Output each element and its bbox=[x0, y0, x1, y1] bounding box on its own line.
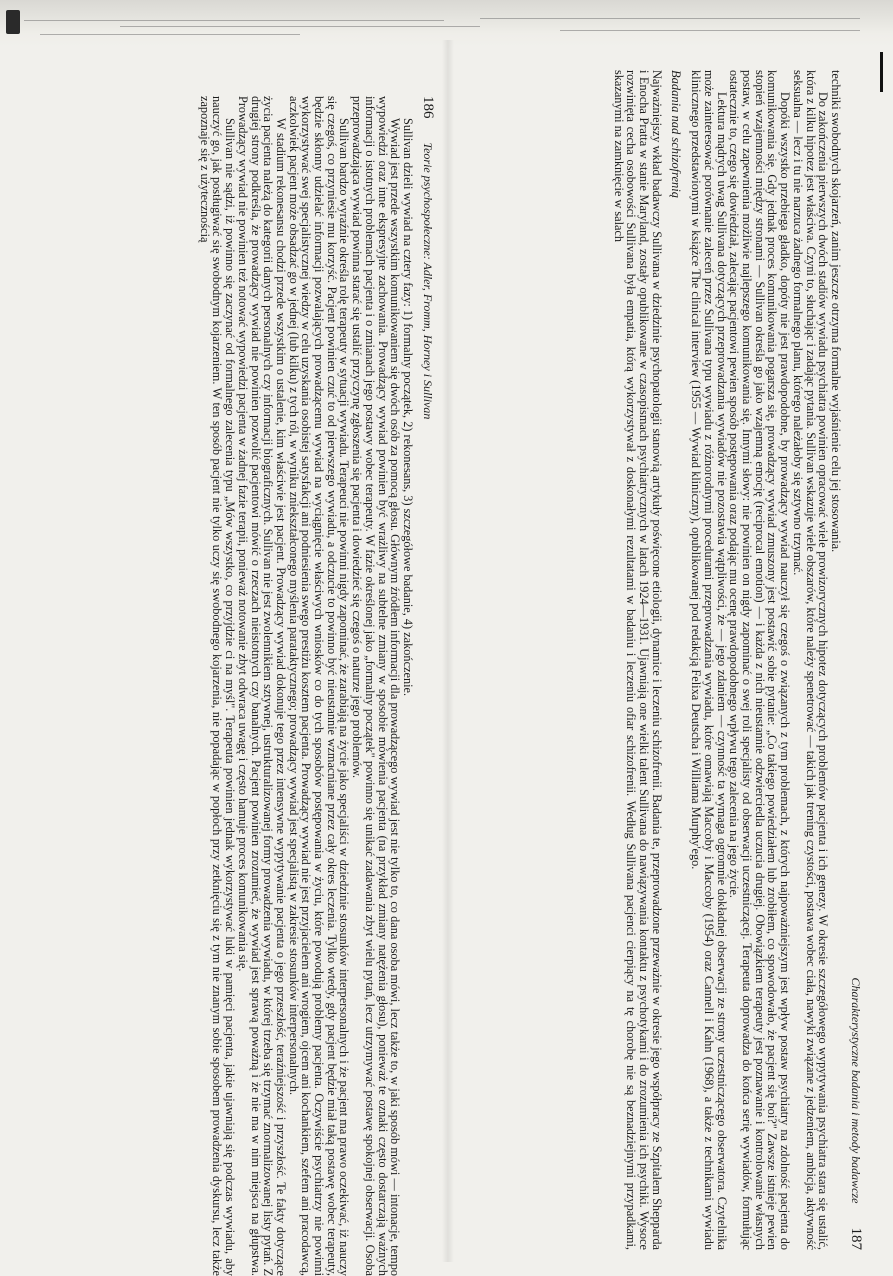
right-page-header bbox=[842, 70, 864, 1250]
paragraph: Sullivan nie sądzi, iż powinno się zaczynać od formalnego zalecenia typu „Mów wszystko, co przyjdzie ci na myśl". Terapeuta powinien jednak wykorzystywać luki w pamięci pacjenta, jakie ujawniają się podczas wywiadu, aby nauczyć go, jak postługiwać się swobodnym kojarzeniem. W ten sposób pacjent nie tylko uczy się swobodnego kojarzenia, nie popadając w popłoch przy zetknięciu się z tym nie znanym sobie sposobem prowadzenia dyskursu, lecz także zapoznaje się z użytecznością bbox=[198, 96, 236, 1276]
right-page-number: 187 bbox=[847, 1228, 864, 1251]
right-running-head: Charakterystyczne badania i metody badawcze bbox=[848, 70, 863, 1204]
paragraph: Sullivan bardzo wyraźnie określa rolę terapeuty w sytuacji wywiadu. Terapeuci nie powinni nigdy zapominać, że zarabiają na życie jako specjaliści w dziedzinie stosunków interpersonalnych i że pacjent ma prawo oczekiwać, iż nauczy się czegoś, co przyniesie mu korzyść. Pacjent powinien czuć to od pierwszego wywiadu, a odczucie to powinno być nieustannie wzmacniane przez cały okres leczenia. Tylko wtedy, gdy pacjent będzie miał taką postawę wobec terapeuty, będzie skłonny udzielać informacji pozwalających prowadzącemu wywiad na wyciągnięcie właściwych wniosków co do tych sposobów postępowania w życiu, które powodują problemy pacjenta. Oczywiście psychiatrzy nie powinni wykorzystywać swej specjalistycznej wiedzy w celu uzyskania osobistej satysfakcji ani podniesienia swego prestiżu kosztem pacjenta. Prowadzący wywiad nie jest przyjacielem ani wrogiem, ojcem ani kochankiem, szefem ani pracodawcą, aczkolwiek pacjent może obsadzać go w jednej (lub kilku) z tych ról, w wyniku zniekształconego myślenia parataktycznego; prowadzący wywiad jest specjalistą w zakresie stosunków interpersonalnych. bbox=[287, 96, 351, 1276]
paragraph: Dopóki wszystko przebiega gładko, dopóty nie jest prawdopodobne, by prowadzący wywiad nauczył się czegoś o związanych z tym problemach, z których najpoważniejszym jest wpływ postaw psychiatry na zdolność pacjenta do komunikowania się. Gdy jednak proces komunikowania pogarsza się, prowadzący wywiad zmuszony jest postawić sobie pytanie: „Co takiego powiedziałem lub zrobiłem, co spowodowało, że pacjent się boi?" Zawsze istnieje pewien stopień wzajemności między stronami — Sullivan określa go jako wzajemną emocję (reciprocal emotion) — i każda z nich nieustannie odzwierciedla uczucia drugiej. Obowiązkiem terapeuty jest poznawanie i kontrolowanie własnych postaw, w celu zapewnienia możliwie najlepszego komunikowania się. Innymi słowy: nie powinien on nigdy zapominać o swej roli specjalisty od obserwacji uczestniczącej. Terapeuta doprowadza do końca serię wywiadów, formułując ostatecznie to, czego się dowiedział, zalecając pacjentowi pewien sposób postępowania oraz podając mu ocenę prawdopodobnego wpływu tego zalecenia na jego życie. bbox=[728, 70, 792, 1250]
right-page bbox=[444, 70, 864, 1250]
paragraph: Sullivan dzieli wywiad na cztery fazy: 1) formalny początek, 2) rekonesans, 3) szczegółowe badanie, 4) zakończenie. bbox=[401, 96, 414, 1276]
paragraph: W stadium rekonesansu chodzi przede wszystkim o ustalenie, kim właściwie jest pacjent. Prowadzący wywiad dokonuje tego przez intensywne wypytywanie pacjenta o jego przeszłość, teraźniejszość i przyszłość. Te fakty dotyczące życia pacjenta należą do kategorii danych personalnych czy informacji biograficznych. Sullivan nie jest zwolennikiem sztywnej, ustrukturalizowanej formy prowadzenia wywiadu, w której trzeba się trzymać znormalizowanej listy pytań. Z drugiej strony podkreśla, że prowadzący wywiad nie powinien pozwolić pacjentowi mówić o rzeczach nieistotnych czy banalnych. Pacjent powinien zrozumieć, że wywiad jest sprawą poważną i że nie ma w nim miejsca na głupstwa. Prowadzący wywiad nie powinien też notować wypowiedzi pacjenta w żadnej fazie terapii, ponieważ notowanie zbyt odwraca uwagę i często hamuje proces komunikowania się. bbox=[236, 96, 287, 1276]
paragraph: Najważniejszy wkład badawczy Sullivana w dziedzinie psychopatologii stanowią artykuły poświęcone etiologii, dynamice i leczeniu schizofrenii. Badania te, przeprowadzone przeważnie w okresie jego współpracy ze Szpitalem Shepparda i Enocha Pratta w stanie Maryland, zostały opublikowane w czasopismach psychiatrycznych w latach 1924—1931. Ujawniają one wielki talent Sullivana do nawiązywania kontaktu z psychotykami i do zrozumienia ich psychiki. Wysoce rozwinięta cecha osobowości Sullivana była empatia, którą wykorzystywał z doskonałymi rezultatami w badaniu i leczeniu ofiar schizofrenii. Według Sullivana pacjenci cierpiący na tę chorobę nie są beznadziejnymi przypadkami, skazanymi na zamknięcie w salach bbox=[612, 70, 663, 1250]
section-title: Badania nad schizofrenią bbox=[669, 70, 682, 1250]
paragraph: Wywiad jest przede wszystkim komunikowaniem się dwóch osób za pomocą głosu. Głównym źródłem informacji dla prowadzącego wywiad jest nie tylko to, co dana osoba mówi, lecz także to, w jaki sposób mówi — intonacje, tempo wypowiedzi oraz inne ekspresyjne zachowania. Prowadzący wywiad powinien być wrażliwy na subtelne zmiany w sposobie mówienia pacjenta (na przykład zmiany natężenia głosu), ponieważ te oznaki często dostarczają ważnych informacji o istotnych problemach pacjenta i o zmianach jego postawy wobec terapeuty. W fazie określonej jako „formalny początek" powinno się unikać zadawania zbyt wielu pytań, lecz utrzymywać postawę spokojnej obserwacji. Osoba przeprowadzająca wywiad powinna starać się ustalić przyczynę zgłoszenia się pacjenta i dowiedzieć się czegoś o naturze jego problemów. bbox=[350, 96, 401, 1276]
left-page-header bbox=[414, 96, 436, 1276]
left-page-body bbox=[198, 96, 414, 1276]
paragraph: techniki swobodnych skojarzeń, zanim jeszcze otrzyma formalne wyjaśnienie celu jej stosowania. bbox=[829, 70, 842, 1250]
left-running-head: Teorie psychospołeczne: Adler, Fromm, Horney i Sullivan bbox=[420, 143, 435, 1276]
left-page-number: 186 bbox=[419, 96, 436, 119]
paragraph: Lektura mądrych uwag Sullivana dotyczących przeprowadzania wywiadów nie pozostawia wątpliwości, że — jego zdaniem — czynność ta wymaga ogromnie dokładnej obserwacji ze strony uczestniczącego obserwatora. Czytelnika może zainteresować porównanie zaleceń przez Sullivana typu wywiadu z różnorodnymi procedurami przeprowadzania wywiadu, które omawiają Maccoby i Maccoby (1954) oraz Cannell i Kahn (1968), a także z technikami wywiadu klinicznego przedstawionymi w książce The clinical interview (1955 — Wywiad kliniczny), opublikowanej pod redakcją Felixa Deutscha i Williama Murphy'ego. bbox=[690, 70, 728, 1250]
scan-mark bbox=[880, 52, 883, 92]
left-page bbox=[16, 96, 436, 1276]
scan-artifact bbox=[6, 10, 20, 34]
right-page-body bbox=[612, 70, 842, 1250]
paragraph: Do zakończenia pierwszych dwóch stadiów wywiadu psychiatra powinien opracować wiele prowizorycznych hipotez dotyczących problemów pacjenta i ich genezy. W okresie szczegółowego wypytywania psychiatra stara się ustalić, która z kilku hipotez jest właściwa. Czyni to, słuchając i zadając pytania. Sullivan wskazuje wiele obszarów, które należy spenetrować — takich jak trening czystości, postawa wobec ciała, nawyki związane z jedzeniem, ambicja, aktywność seksualna — lecz i tu nie narzuca żadnego formalnego planu, którego należałoby się sztywno trzymać. bbox=[791, 70, 829, 1250]
